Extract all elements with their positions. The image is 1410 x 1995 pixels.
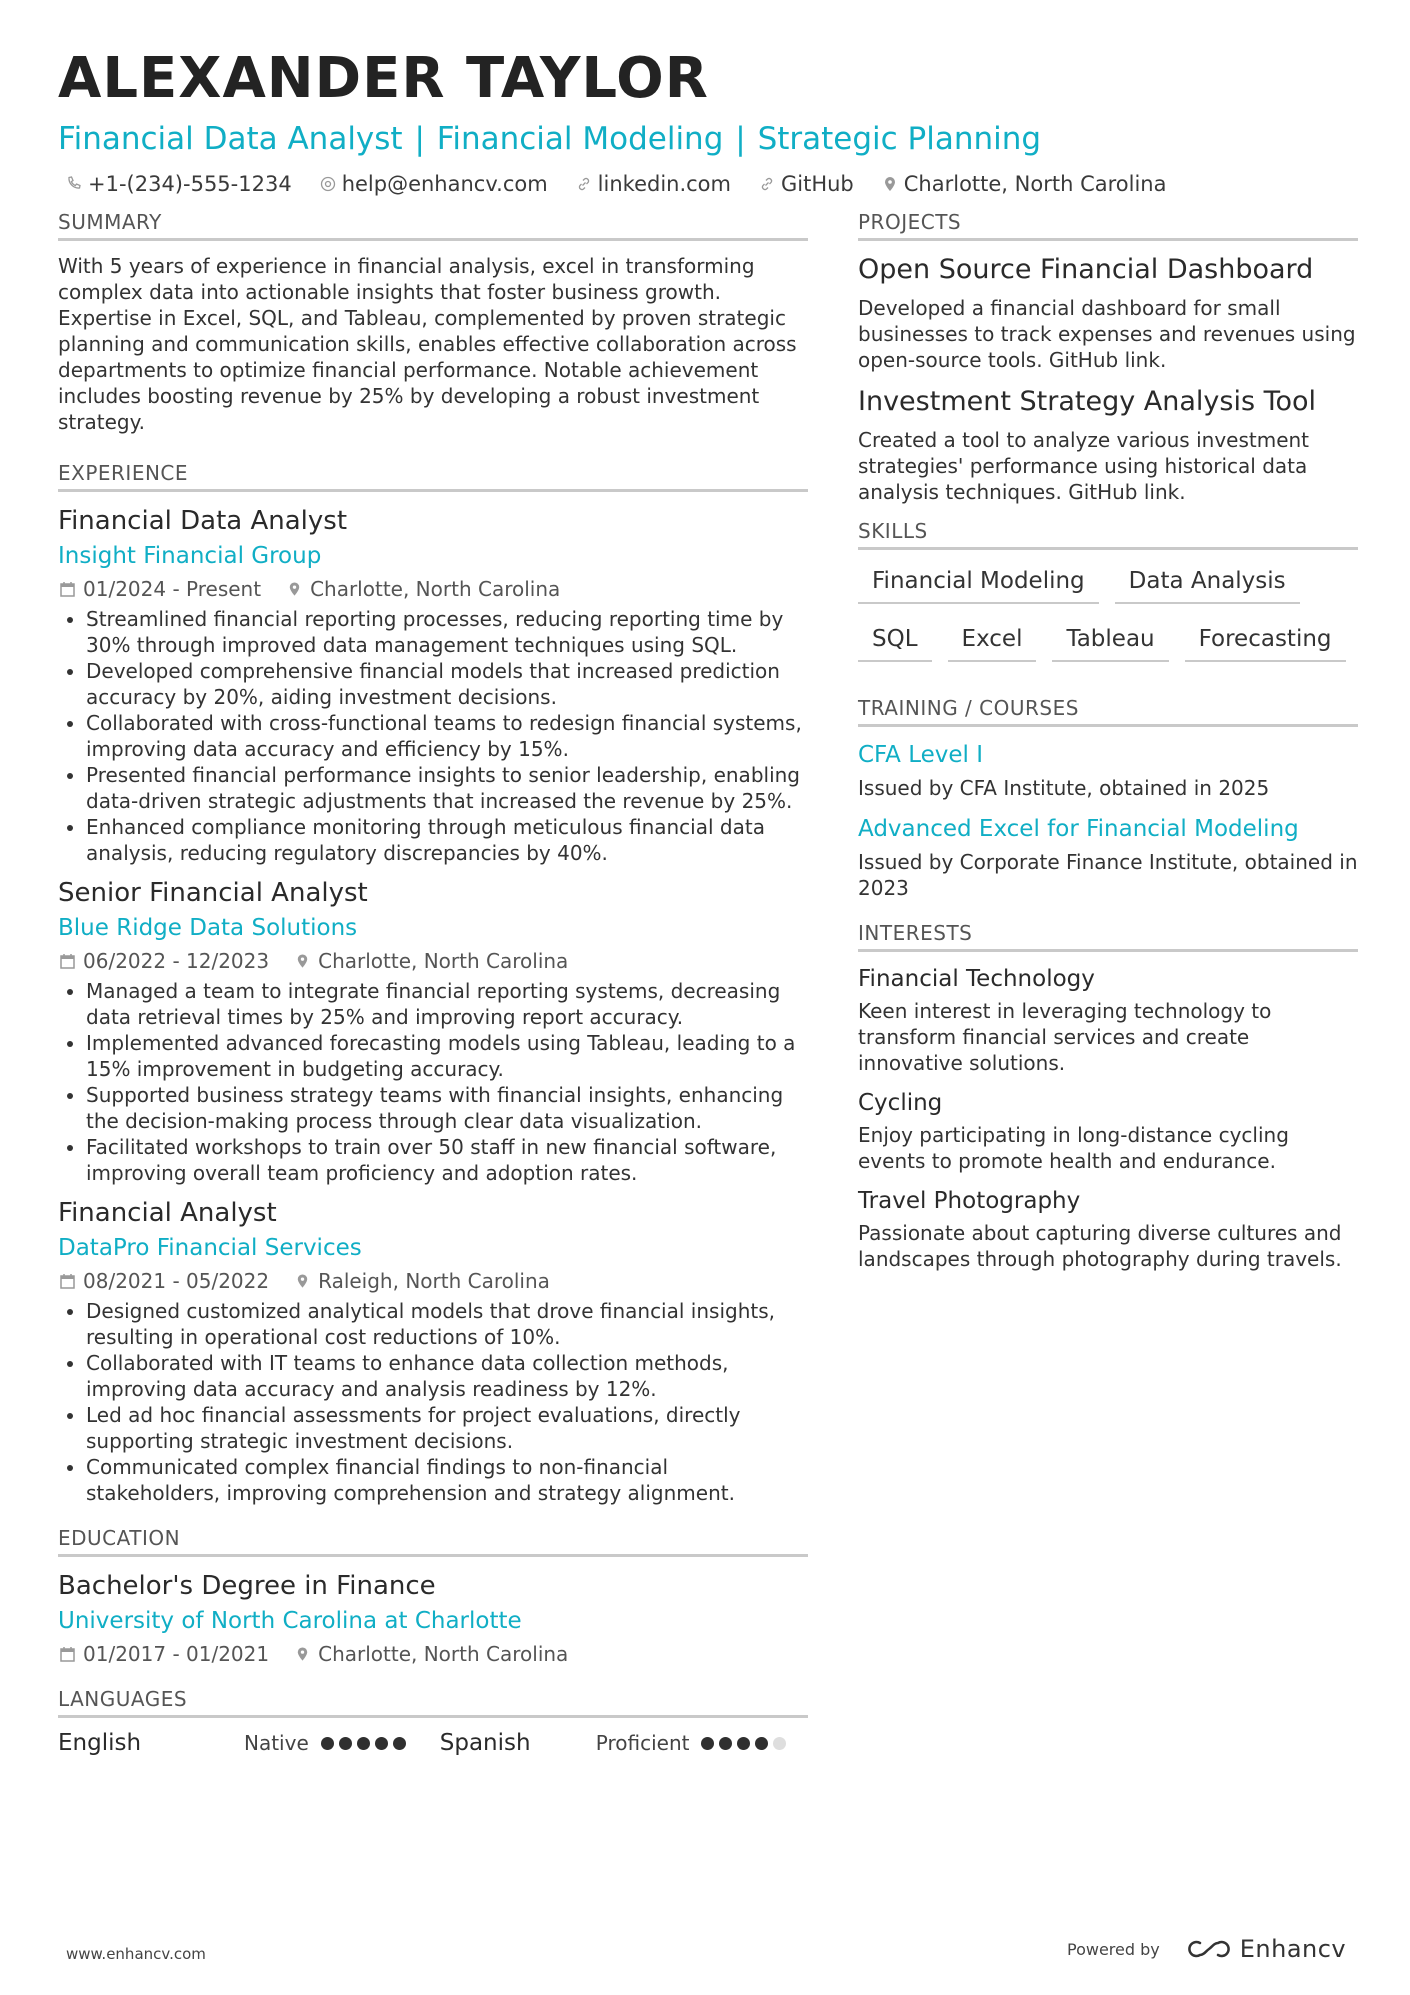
experience-section xyxy=(58,461,808,1506)
job-meta xyxy=(60,576,808,602)
headline-title-3: Strategic Planning xyxy=(757,121,1042,157)
course-description: Issued by Corporate Finance Institute, obtained in 2023 xyxy=(858,850,1358,900)
contact-phone[interactable] xyxy=(66,172,292,196)
course-title: CFA Level I xyxy=(858,742,984,768)
contact-location xyxy=(882,172,1167,196)
contact-bar xyxy=(58,172,1358,196)
skills-heading: SKILLS xyxy=(858,519,1358,550)
headline-title-1: Financial Data Analyst xyxy=(58,121,403,157)
company-name: Insight Financial Group xyxy=(58,543,322,569)
at-icon xyxy=(320,176,336,192)
resume-header xyxy=(58,44,1358,196)
contact-github[interactable] xyxy=(759,172,854,196)
project-title: Investment Strategy Analysis Tool xyxy=(858,386,1317,417)
projects-heading: PROJECTS xyxy=(858,210,1358,241)
email-text: help@enhancv.com xyxy=(341,172,548,196)
right-column xyxy=(858,210,1358,1298)
dates-text: 01/2017 - 01/2021 xyxy=(83,1642,270,1666)
summary-section xyxy=(58,210,808,435)
interest-description: Keen interest in leveraging technology to transform financial services and create innovative solutions. xyxy=(858,999,1272,1075)
job-bullets xyxy=(58,978,808,1186)
job-bullet: • Collaborated with IT teams to enhance data collection methods, improving data accuracy and analysis readiness by 12%. xyxy=(86,1350,808,1402)
job-bullet: • Led ad hoc financial assessments for project evaluations, directly supporting strategic investment decisions. xyxy=(86,1402,808,1454)
interests-heading: INTERESTS xyxy=(858,921,1358,952)
project-description: Developed a financial dashboard for small businesses to track expenses and revenues using open-source tools. GitHub link. xyxy=(858,296,1356,372)
projects-section xyxy=(858,210,1358,505)
education-heading: EDUCATION xyxy=(58,1526,808,1557)
job-bullet: • Communicated complex financial findings to non-financial stakeholders, improving comprehension and strategy alignment. xyxy=(86,1454,808,1506)
location-text: Charlotte, North Carolina xyxy=(318,949,569,973)
location-pin-icon xyxy=(295,953,310,969)
job-entry xyxy=(58,1196,808,1506)
course-description: Issued by CFA Institute, obtained in 2025 xyxy=(858,776,1270,800)
linkedin-text: linkedin.com xyxy=(597,172,731,196)
education-meta xyxy=(60,1641,808,1667)
interest-description: Passionate about capturing diverse cultures and landscapes through photography during travels. xyxy=(858,1221,1342,1271)
rating-dot-filled xyxy=(737,1737,750,1750)
skills-list xyxy=(858,562,1358,662)
education-dates xyxy=(60,1641,269,1667)
job-dates xyxy=(60,948,269,974)
brand-name: Enhancv xyxy=(1239,1935,1347,1963)
project-title: Open Source Financial Dashboard xyxy=(858,254,1314,285)
skill-tag: Tableau xyxy=(1052,620,1168,662)
job-bullets xyxy=(58,606,808,866)
language-level: Proficient xyxy=(595,1731,690,1755)
brand-logo[interactable] xyxy=(1186,1935,1346,1963)
job-title: Senior Financial Analyst xyxy=(58,878,368,908)
skill-tag: SQL xyxy=(858,620,932,662)
languages-heading: LANGUAGES xyxy=(58,1687,808,1718)
rating-dot-filled xyxy=(375,1737,388,1750)
summary-text: With 5 years of experience in financial analysis, excel in transforming complex data into actionable insights that foster business growth. Expertise in Excel, SQL, and Tableau, complemented by proven strategic planning and communication skills, enables effective collaboration across departments to optimize financial performance. Notable achievement includes boosting revenue by 25% by developing a robust investment strategy. xyxy=(58,254,797,434)
skill-tag: Excel xyxy=(948,620,1037,662)
dates-text: 06/2022 - 12/2023 xyxy=(83,949,270,973)
company-name: DataPro Financial Services xyxy=(58,1235,362,1261)
github-text: GitHub xyxy=(780,172,854,196)
language-name: English xyxy=(58,1730,142,1756)
job-title: Financial Data Analyst xyxy=(58,506,348,536)
skill-tag: Data Analysis xyxy=(1115,562,1300,604)
interests-section xyxy=(858,921,1358,1272)
job-bullet: • Developed comprehensive financial models that increased prediction accuracy by 20%, aiding investment decisions. xyxy=(86,658,808,710)
rating-dot-filled xyxy=(339,1737,352,1750)
link-icon xyxy=(576,176,592,192)
job-bullet: • Implemented advanced forecasting models using Tableau, leading to a 15% improvement in budgeting accuracy. xyxy=(86,1030,808,1082)
job-bullet: • Supported business strategy teams with financial insights, enhancing the decision-making process through clear data visualization. xyxy=(86,1082,808,1134)
calendar-icon xyxy=(60,1646,75,1662)
rating-dot-filled xyxy=(393,1737,406,1750)
language-level: Native xyxy=(244,1731,309,1755)
contact-linkedin[interactable] xyxy=(576,172,731,196)
footer-website[interactable]: www.enhancv.com xyxy=(66,1945,206,1963)
job-bullet: • Designed customized analytical models that drove financial insights, resulting in operational cost reductions of 10%. xyxy=(86,1298,808,1350)
rating-dot-filled xyxy=(357,1737,370,1750)
job-bullet: • Collaborated with cross-functional teams to redesign financial systems, improving data accuracy and efficiency by 15%. xyxy=(86,710,808,762)
phone-text: +1-(234)-555-1234 xyxy=(88,172,292,196)
location-pin-icon xyxy=(287,581,302,597)
interest-description: Enjoy participating in long-distance cycling events to promote health and endurance. xyxy=(858,1123,1289,1173)
job-location xyxy=(295,948,568,974)
language-rating xyxy=(321,1737,406,1750)
contact-email[interactable] xyxy=(320,172,548,196)
education-location xyxy=(295,1641,568,1667)
project-description: Created a tool to analyze various investment strategies' performance using historical data analysis techniques. GitHub link. xyxy=(858,428,1310,504)
interest-title: Travel Photography xyxy=(858,1188,1081,1214)
enhancv-logo-icon xyxy=(1186,1937,1232,1961)
calendar-icon xyxy=(60,581,75,597)
phone-icon xyxy=(66,176,82,192)
headline-title-2: Financial Modeling xyxy=(436,121,724,157)
summary-heading: SUMMARY xyxy=(58,210,808,241)
languages-row xyxy=(58,1730,808,1756)
job-bullet: • Presented financial performance insights to senior leadership, enabling data-driven strategic adjustments that increased the revenue by 25%. xyxy=(86,762,808,814)
job-bullets xyxy=(58,1298,808,1506)
location-pin-icon xyxy=(882,176,898,192)
job-dates xyxy=(60,1268,269,1294)
dates-text: 01/2024 - Present xyxy=(83,577,262,601)
degree-title: Bachelor's Degree in Finance xyxy=(58,1571,436,1601)
headline-separator: | xyxy=(414,121,425,157)
rating-dot-filled xyxy=(701,1737,714,1750)
rating-dot-filled xyxy=(755,1737,768,1750)
job-bullet: • Streamlined financial reporting processes, reducing reporting time by 30% through improved data management techniques using SQL. xyxy=(86,606,808,658)
job-bullet: • Enhanced compliance monitoring through meticulous financial data analysis, reducing regulatory discrepancies by 40%. xyxy=(86,814,808,866)
languages-section xyxy=(58,1687,808,1756)
rating-dot-empty xyxy=(773,1737,786,1750)
job-location xyxy=(287,576,560,602)
interest-title: Cycling xyxy=(858,1090,943,1116)
link-icon xyxy=(759,176,775,192)
interest-title: Financial Technology xyxy=(858,966,1095,992)
job-entry xyxy=(58,504,808,866)
job-title: Financial Analyst xyxy=(58,1198,277,1228)
location-text: Charlotte, North Carolina xyxy=(318,1642,569,1666)
rating-dot-filled xyxy=(321,1737,334,1750)
footer-branding xyxy=(1067,1935,1346,1963)
calendar-icon xyxy=(60,1273,75,1289)
skill-tag: Financial Modeling xyxy=(858,562,1099,604)
training-heading: TRAINING / COURSES xyxy=(858,696,1358,727)
job-dates xyxy=(60,576,261,602)
dates-text: 08/2021 - 05/2022 xyxy=(83,1269,270,1293)
powered-by-label: Powered by xyxy=(1067,1939,1160,1959)
location-pin-icon xyxy=(295,1646,310,1662)
job-meta xyxy=(60,1268,808,1294)
skills-section xyxy=(858,519,1358,662)
training-section xyxy=(858,696,1358,901)
school-name: University of North Carolina at Charlotte xyxy=(58,1608,522,1634)
headline-separator: | xyxy=(735,121,746,157)
job-bullet: • Facilitated workshops to train over 50 staff in new financial software, improving overall team proficiency and adoption rates. xyxy=(86,1134,808,1186)
experience-heading: EXPERIENCE xyxy=(58,461,808,492)
language-rating xyxy=(701,1737,786,1750)
job-location xyxy=(295,1268,550,1294)
rating-dot-filled xyxy=(719,1737,732,1750)
location-text: Charlotte, North Carolina xyxy=(310,577,561,601)
course-title: Advanced Excel for Financial Modeling xyxy=(858,816,1299,842)
location-text: Raleigh, North Carolina xyxy=(318,1269,550,1293)
education-section xyxy=(58,1526,808,1667)
calendar-icon xyxy=(60,953,75,969)
language-name: Spanish xyxy=(439,1730,531,1756)
candidate-name: ALEXANDER TAYLOR xyxy=(58,46,709,111)
skill-tag: Forecasting xyxy=(1185,620,1346,662)
left-column xyxy=(58,210,808,1782)
job-meta xyxy=(60,948,808,974)
location-pin-icon xyxy=(295,1273,310,1289)
job-bullet: • Managed a team to integrate financial reporting systems, decreasing data retrieval times by 25% and improving report accuracy. xyxy=(86,978,808,1030)
headline xyxy=(58,118,1358,160)
job-entry xyxy=(58,876,808,1186)
location-text: Charlotte, North Carolina xyxy=(903,172,1167,196)
company-name: Blue Ridge Data Solutions xyxy=(58,915,358,941)
